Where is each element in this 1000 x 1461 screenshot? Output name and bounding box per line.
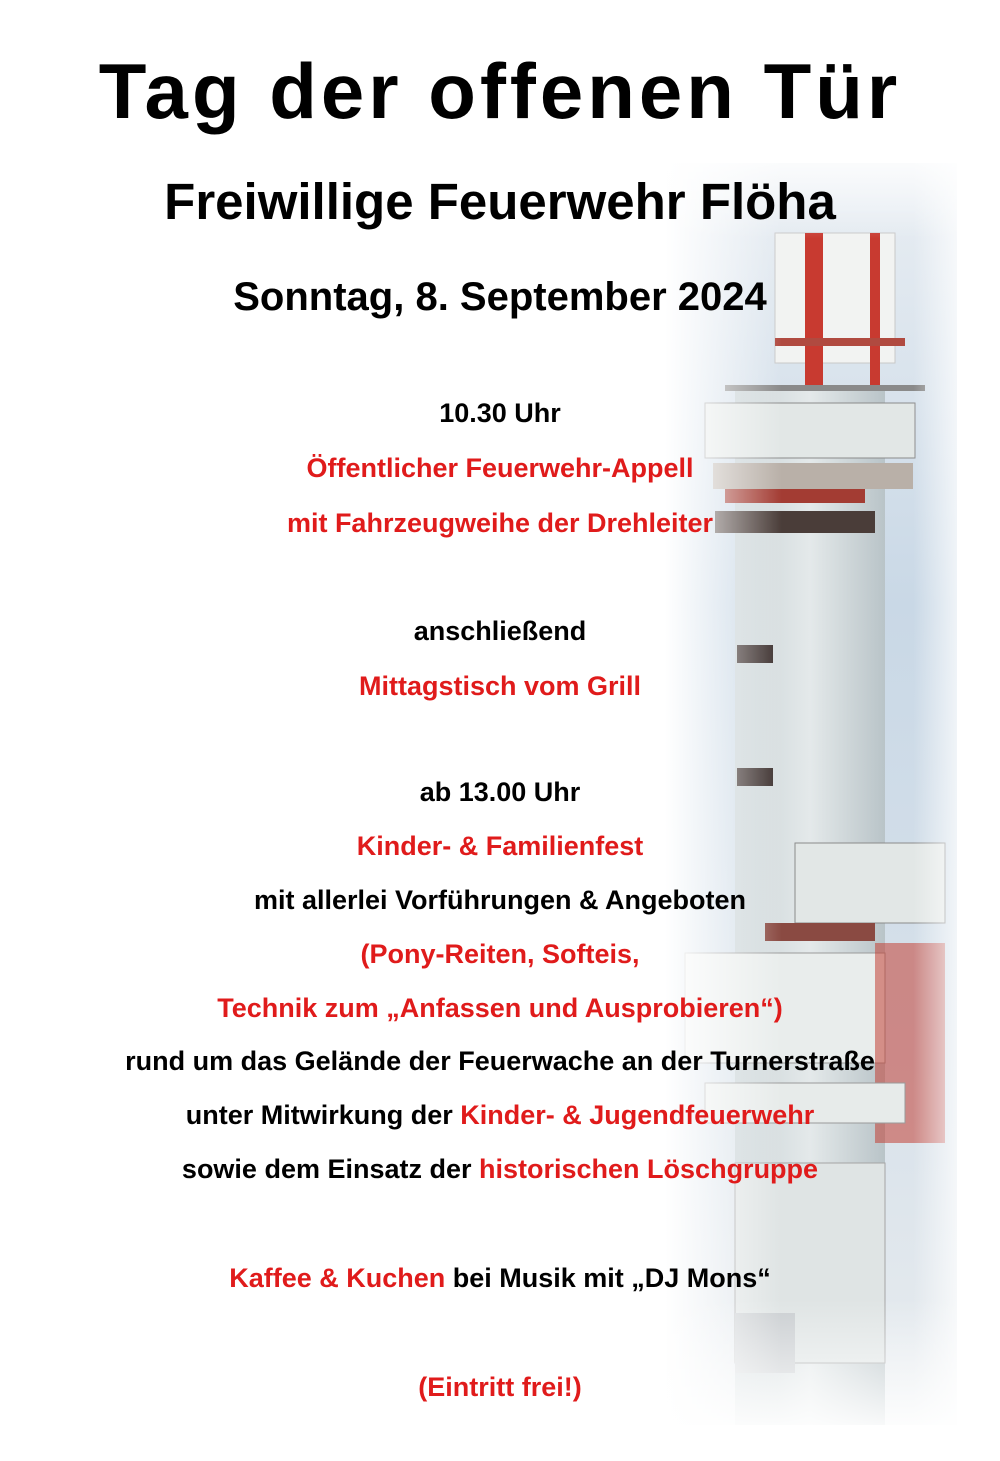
entry-free: (Eintritt frei!) [418, 1372, 582, 1402]
historic-group-line [0, 1152, 1000, 1186]
page-title: Tag der offenen Tür [98, 47, 902, 135]
event-offers-2: Technik zum „Anfassen und Ausprobieren“) [217, 993, 783, 1023]
cooperation-line [0, 1098, 1000, 1132]
event-family-fest: Kinder- & Familienfest [356, 831, 644, 861]
organization-name: Freiwillige Feuerwehr Flöha [164, 173, 836, 230]
time-afternoon: ab 13.00 Uhr [419, 777, 581, 807]
event-vehicle-consecration: mit Fahrzeugweihe der Drehleiter [286, 508, 714, 538]
event-date: Sonntag, 8. September 2024 [233, 275, 767, 319]
cooperation-prefix: unter Mitwirkung der [185, 1100, 461, 1130]
then-label: anschließend [413, 616, 587, 646]
cafe-suffix: bei Musik mit „DJ Mons“ [445, 1263, 771, 1293]
cafe-line [0, 1261, 1000, 1295]
cooperation-highlight: Kinder- & Jugendfeuerwehr [460, 1100, 815, 1130]
event-demos: mit allerlei Vorführungen & Angeboten [253, 885, 747, 915]
historic-highlight: historischen Löschgruppe [479, 1154, 819, 1184]
event-location: rund um das Gelände der Feuerwache an der Turnerstraße [125, 1046, 875, 1076]
cafe-highlight: Kaffee & Kuchen [229, 1263, 446, 1293]
event-appell: Öffentlicher Feuerwehr-Appell [306, 453, 694, 483]
event-lunch: Mittagstisch vom Grill [358, 671, 642, 701]
historic-prefix: sowie dem Einsatz der [181, 1154, 480, 1184]
event-offers-1: (Pony-Reiten, Softeis, [360, 939, 640, 969]
time-morning: 10.30 Uhr [439, 398, 561, 428]
